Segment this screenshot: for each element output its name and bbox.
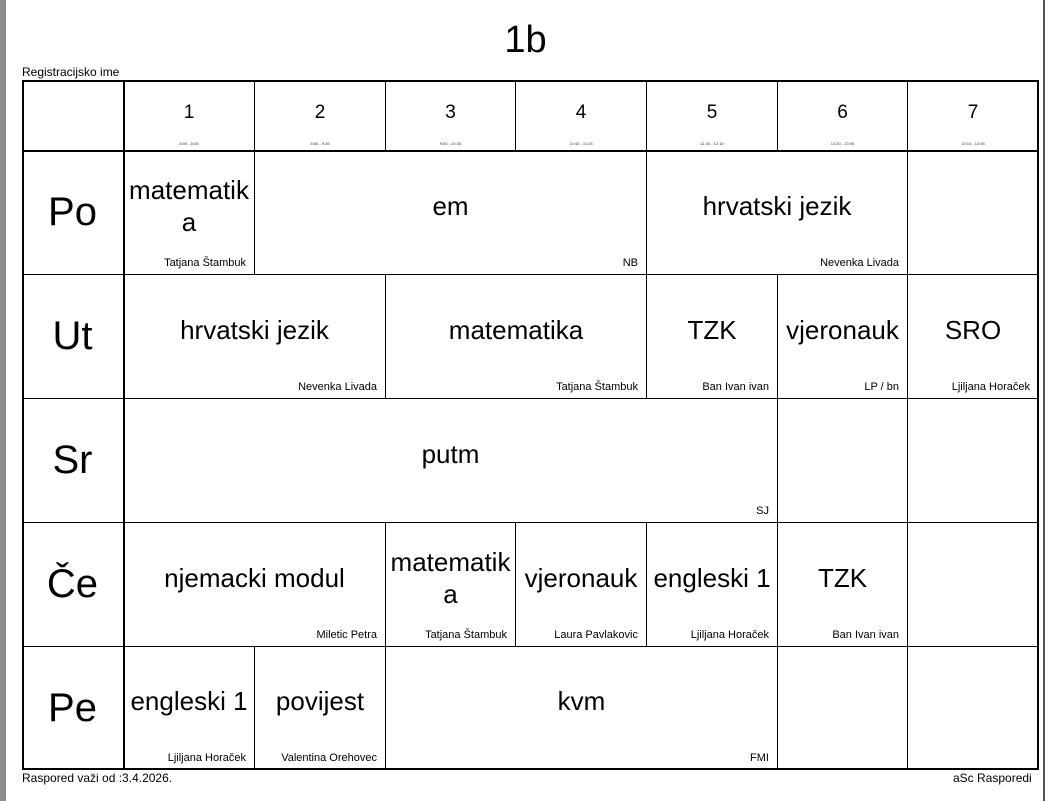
period-header <box>647 80 778 151</box>
lesson-subject: matematika <box>448 314 584 345</box>
lesson-card <box>386 523 516 647</box>
lesson-teacher: Tatjana Štambuk <box>425 629 507 641</box>
period-time: 13:10 - 13:55 <box>961 141 985 146</box>
day-name: Sr <box>52 438 93 482</box>
empty-slot <box>778 647 908 770</box>
empty-slot <box>908 399 1039 523</box>
software-footer: aSc Rasporedi <box>953 771 1032 785</box>
lesson-teacher: FMI <box>750 752 769 764</box>
day-name: Pe <box>48 685 97 730</box>
lesson-subject: vjeronauk <box>786 314 899 345</box>
day-header <box>22 523 124 647</box>
lesson-teacher: Ljiljana Horaček <box>690 629 769 641</box>
day-header <box>22 275 124 399</box>
period-time: 8:00 - 8:45 <box>179 141 199 146</box>
period-header <box>908 80 1039 151</box>
lesson-card <box>386 647 778 770</box>
lesson-teacher: Ban Ivan ivan <box>702 381 769 393</box>
lesson-subject: SRO <box>944 314 1002 345</box>
period-header <box>124 80 255 151</box>
lesson-subject: TZK <box>687 314 737 345</box>
lesson-teacher: LP / bn <box>864 381 899 393</box>
day-header <box>22 399 124 523</box>
lesson-card <box>647 523 778 647</box>
empty-slot <box>908 151 1039 275</box>
lesson-teacher: Nevenka Livada <box>820 257 899 269</box>
period-time: 12:20 - 13:05 <box>830 141 855 146</box>
lesson-subject: vjeronauk <box>524 562 638 593</box>
period-number: 3 <box>445 102 456 123</box>
period-number: 6 <box>837 102 848 123</box>
empty-slot <box>908 523 1039 647</box>
lesson-subject: njemacki modul <box>164 562 345 593</box>
period-time: 10:40 - 11:25 <box>569 141 593 146</box>
day-column-separator <box>123 80 125 770</box>
registration-label: Registracijsko ime <box>22 65 120 79</box>
lesson-teacher: SJ <box>756 505 769 517</box>
lesson-subject: engleski 1 <box>130 686 248 716</box>
lesson-card <box>124 275 386 399</box>
day-header <box>22 647 124 770</box>
corner-cell <box>22 80 124 151</box>
day-name: Po <box>48 190 97 234</box>
lesson-subject: matematika <box>390 546 511 609</box>
lesson-subject: kvm <box>557 686 606 716</box>
period-number: 5 <box>706 102 718 123</box>
day-header <box>22 151 124 275</box>
lesson-card <box>516 523 647 647</box>
lesson-teacher: Tatjana Štambuk <box>164 257 246 269</box>
lesson-card <box>255 647 386 770</box>
period-number: 7 <box>967 102 979 123</box>
lesson-teacher: NB <box>622 257 638 269</box>
lesson-teacher: Nevenka Livada <box>298 381 377 393</box>
lesson-subject: em <box>432 190 469 221</box>
lesson-teacher: Miletic Petra <box>316 629 377 641</box>
period-number: 2 <box>314 102 326 123</box>
lesson-card <box>124 647 255 770</box>
empty-slot <box>908 647 1039 770</box>
lesson-teacher: Tatjana Štambuk <box>556 381 638 393</box>
lesson-subject: engleski 1 <box>653 562 771 593</box>
period-header <box>386 80 516 151</box>
lesson-card <box>908 275 1039 399</box>
lesson-subject: TZK <box>817 562 868 593</box>
period-number: 4 <box>575 102 587 123</box>
lesson-teacher: Laura Pavlakovic <box>554 629 638 641</box>
lesson-card <box>255 151 647 275</box>
lesson-teacher: Ban Ivan ivan <box>832 629 899 641</box>
period-time: 9:50 - 10:35 <box>439 141 462 146</box>
lesson-card <box>124 399 778 523</box>
lesson-card <box>647 151 908 275</box>
period-header <box>778 80 908 151</box>
empty-slot <box>778 399 908 523</box>
lesson-card <box>124 151 255 275</box>
lesson-subject: povijest <box>275 686 365 716</box>
lesson-subject: putm <box>421 438 480 469</box>
header-separator <box>22 150 1039 152</box>
lesson-subject: matematika <box>129 174 249 237</box>
period-number: 1 <box>183 102 195 123</box>
lesson-card <box>778 275 908 399</box>
lesson-subject: hrvatski jezik <box>180 314 329 345</box>
lesson-teacher: Valentina Orehovec <box>281 752 377 764</box>
period-header <box>255 80 386 151</box>
lesson-teacher: Ljiljana Horaček <box>167 752 246 764</box>
period-time: 8:50 - 9:35 <box>310 141 330 146</box>
day-name: Ut <box>52 314 93 358</box>
period-header <box>516 80 647 151</box>
period-time: 11:30 - 12:15 <box>700 141 724 146</box>
lesson-card <box>124 523 386 647</box>
lesson-card <box>778 523 908 647</box>
lesson-card <box>386 275 647 399</box>
lesson-card <box>647 275 778 399</box>
lesson-teacher: Ljiljana Horaček <box>951 381 1030 393</box>
timetable-title: 1b <box>504 19 547 61</box>
day-name: Če <box>46 562 99 606</box>
lesson-subject: hrvatski jezik <box>702 190 852 221</box>
validity-footer: Raspored važi od :3.4.2026. <box>22 771 173 785</box>
